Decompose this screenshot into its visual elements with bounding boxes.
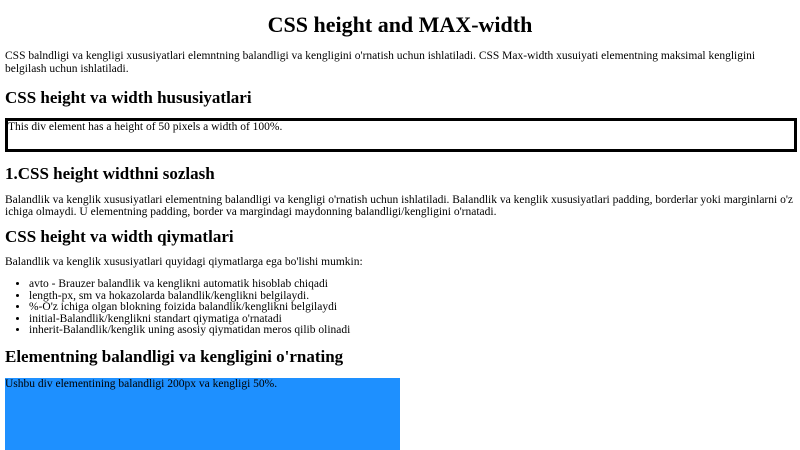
section-heading-height-width-properties: CSS height va width hususiyatlari — [5, 88, 252, 107]
list-item: • %-O'z ichiga olgan blokning foizida balandlik/kenglikni belgilaydi — [29, 302, 795, 314]
blue-demo-box-text: Ushbu div elementining balandligi 200px va kengligi 50%. — [5, 377, 278, 390]
list-item: • initial-Balandlik/kenglikni standart qiymatiga o'rnatadi — [29, 314, 795, 326]
section-heading-setting-height-width: 1.CSS height widthni sozlash — [5, 164, 215, 183]
list-item: • inherit-Balandlik/kenglik uning asosiy qiymatidan meros qilib olinadi — [29, 325, 795, 337]
page-title: CSS height and MAX-width — [267, 12, 533, 37]
section-heading-set-element-size: Elementning balandligi va kengligini o'rnating — [5, 346, 344, 366]
section-heading-height-width-values: CSS height va width qiymatlari — [5, 227, 234, 246]
list-item: • length-px, sm va hokazolarda balandlik/kenglikni belgilaydi. — [29, 291, 795, 303]
intro-paragraph: CSS balndligi va kengligi xususiyatlari elemntning balandligi va kengligini o'rnatish uchun ishlatiladi. CSS Max-width xusuiyati elementning maksimal kengligini belgilash uchun ishlatiladi. — [5, 50, 756, 75]
blue-demo-box — [5, 378, 400, 450]
bordered-demo-box-text: This div element has a height of 50 pixels a width of 100%. — [8, 121, 283, 133]
setting-paragraph: Balandlik va kenglik xususiyatlari elementning balandligi va kengligi o'rnatish uchun ishlatiladi. Balandlik va kenglik xususiyatlari padding, borderlar yoki marginlarni o'z ichiga olmaydi. U elementning padding, border va margindagi maydonning balandligi/kengligini o'rnatadi. — [5, 194, 793, 218]
list-item: • avto - Brauzer balandlik va kenglikni automatik hisoblab chiqadi — [29, 279, 795, 291]
values-list — [5, 279, 795, 337]
values-intro-paragraph: Balandlik va kenglik xususiyatlari quyidagi qiymatlarga ega bo'lishi mumkin: — [5, 256, 363, 268]
bordered-demo-box — [5, 118, 797, 152]
